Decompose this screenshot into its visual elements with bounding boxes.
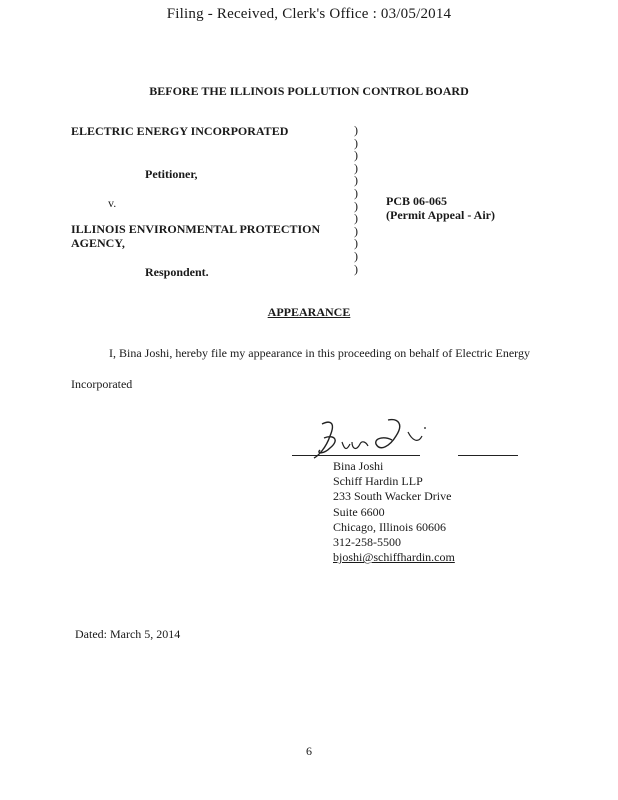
case-number: PCB 06-065 <box>386 194 447 208</box>
dated-line: Dated: March 5, 2014 <box>75 627 181 641</box>
signer-address-2: Suite 6600 <box>333 504 385 519</box>
petitioner-name: ELECTRIC ENERGY INCORPORATED <box>71 124 289 138</box>
respondent-role: Respondent. <box>145 265 209 279</box>
signer-phone: 312-258-5500 <box>333 535 401 550</box>
body-line-2: Incorporated <box>71 377 133 391</box>
body-line-1: I, Bina Joshi, hereby file my appearance in this proceeding on behalf of Electric Energy <box>109 346 530 360</box>
document-title: APPEARANCE <box>267 305 351 319</box>
respondent-name-line1: ILLINOIS ENVIRONMENTAL PROTECTION <box>71 222 321 236</box>
handwritten-signature <box>300 414 460 464</box>
filing-stamp: Filing - Received, Clerk's Office : 03/05/2014 <box>166 6 452 22</box>
signer-address-1: 233 South Wacker Drive <box>333 489 452 504</box>
page-number: 6 <box>306 744 312 758</box>
signer-name: Bina Joshi <box>333 459 384 473</box>
respondent-name-line2: AGENCY, <box>71 236 125 250</box>
versus-label: v. <box>108 196 117 210</box>
signer-firm: Schiff Hardin LLP <box>333 474 423 489</box>
signer-city: Chicago, Illinois 60606 <box>333 519 446 534</box>
signature-block <box>333 459 455 565</box>
signer-email[interactable]: bjoshi@schiffhardin.com <box>333 550 455 565</box>
signature-line-right <box>458 455 518 456</box>
petitioner-role: Petitioner, <box>145 167 198 181</box>
case-type: (Permit Appeal - Air) <box>386 208 495 222</box>
signature-line-left <box>292 455 420 456</box>
board-title: BEFORE THE ILLINOIS POLLUTION CONTROL BOARD <box>149 84 469 98</box>
caption-parentheses: ) ) ) ) ) ) ) ) ) ) ) ) <box>354 123 358 276</box>
